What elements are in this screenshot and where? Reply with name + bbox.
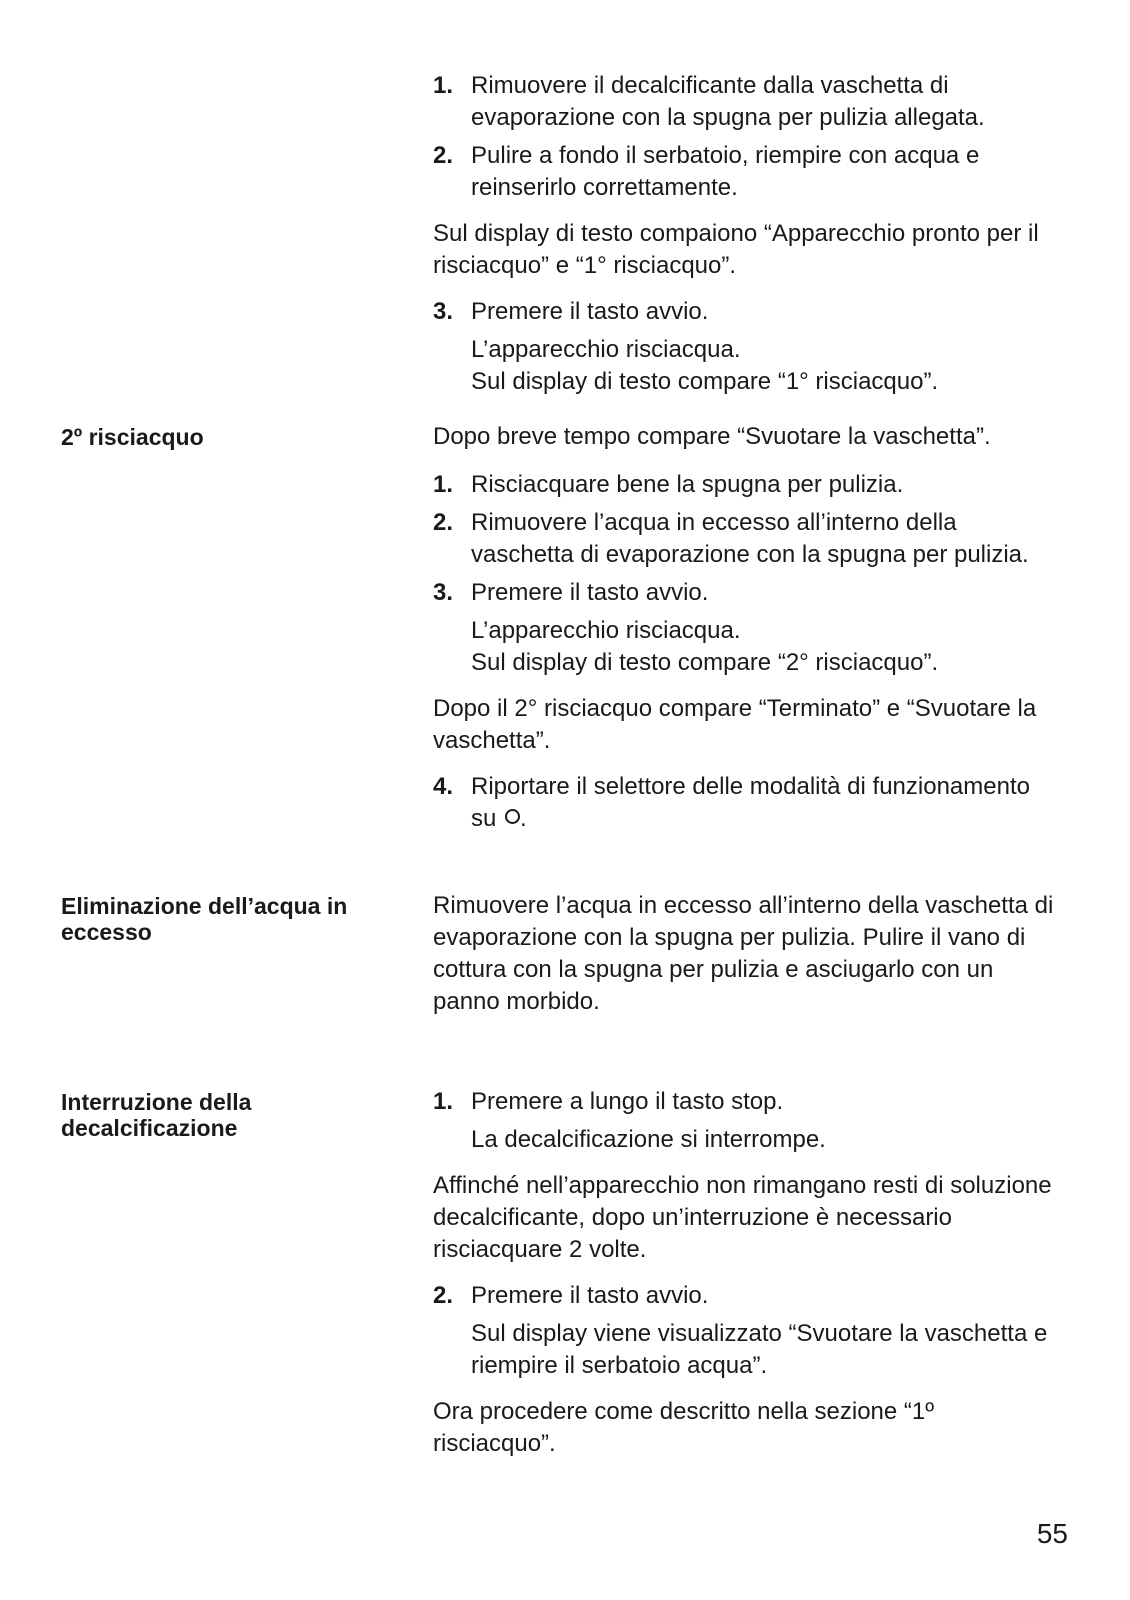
step-result: Sul display di testo compare “2° risciacquo”.: [471, 649, 939, 676]
excess-water-paragraph: Rimuovere l’acqua in eccesso all’interno della vaschetta di evaporazione con la spugna per pulizia. Pulire il vano di cottura con la spugna per pulizia e asciugarlo con un panno morbido.: [433, 892, 1054, 1015]
step-text: Premere il tasto avvio.: [471, 1282, 709, 1309]
section-heading-interrupt: Interruzione della decalcificazione: [61, 1089, 252, 1141]
step-item: [433, 1086, 1058, 1118]
step-number: 2.: [433, 142, 454, 169]
step-result: Sul display di testo compare “1° risciacquo”.: [471, 368, 939, 395]
step-item: [433, 140, 1058, 204]
step-item: [433, 296, 1058, 328]
interrupt-note-paragraph: Affinché nell’apparecchio non rimangano resti di soluzione decalcificante, dopo un’interruzione è necessario risciacquare 2 volte.: [433, 1172, 1052, 1263]
intro-paragraph: Dopo breve tempo compare “Svuotare la vaschetta”.: [433, 423, 991, 450]
proceed-paragraph: Ora procedere come descritto nella sezione “1º risciacquo”.: [433, 1398, 935, 1457]
interrupt-body: [433, 1086, 1058, 1472]
step-number: 2.: [433, 1282, 454, 1309]
section-heading-rinse2: 2º risciacquo: [61, 424, 204, 450]
step-number: 1.: [433, 1088, 454, 1115]
step-text: Premere il tasto avvio.: [471, 298, 709, 325]
rinse2-body: [433, 421, 1058, 835]
off-position-icon: [505, 809, 520, 824]
rinse1-continuation: [433, 70, 1058, 398]
step-item: [433, 577, 1058, 609]
step-item: [433, 507, 1058, 571]
step-number: 1.: [433, 72, 454, 99]
step-result: L’apparecchio risciacqua.: [471, 617, 741, 644]
step-item: [433, 771, 1058, 835]
step-text: Pulire a fondo il serbatoio, riempire con acqua e reinserirlo correttamente.: [471, 142, 980, 201]
step-text: Risciacquare bene la spugna per pulizia.: [471, 471, 904, 498]
excess-water-body: [433, 890, 1058, 1030]
step-number: 2.: [433, 509, 454, 536]
step-text-suffix: .: [520, 805, 527, 832]
step-result: L’apparecchio risciacqua.: [471, 336, 741, 363]
display-message-paragraph: Sul display di testo compaiono “Apparecchio pronto per il risciacquo” e “1° risciacquo”.: [433, 220, 1039, 279]
step-result: Sul display viene visualizzato “Svuotare la vaschetta e riempire il serbatoio acqua”.: [471, 1320, 1048, 1379]
step-text: Premere a lungo il tasto stop.: [471, 1088, 784, 1115]
step-result: La decalcificazione si interrompe.: [471, 1126, 826, 1153]
step-number: 3.: [433, 298, 454, 325]
step-text: Premere il tasto avvio.: [471, 579, 709, 606]
step-text: [471, 771, 1058, 835]
page-number: 55: [1036, 1518, 1068, 1549]
step-text-main: Riportare il selettore delle modalità di funzionamento su: [471, 773, 1030, 832]
step-text: Rimuovere il decalcificante dalla vaschetta di evaporazione con la spugna per pulizia allegata.: [471, 72, 985, 131]
step-text: Rimuovere l’acqua in eccesso all’interno della vaschetta di evaporazione con la spugna per pulizia.: [471, 509, 1029, 568]
step-item: [433, 469, 1058, 501]
step-number: 3.: [433, 579, 454, 606]
step-number: 1.: [433, 471, 454, 498]
completion-paragraph: Dopo il 2° risciacquo compare “Terminato” e “Svuotare la vaschetta”.: [433, 695, 1037, 754]
step-item: [433, 70, 1058, 134]
section-heading-excess-water: Eliminazione dell’acqua in eccesso: [61, 893, 348, 945]
step-number: 4.: [433, 773, 454, 800]
step-item: [433, 1280, 1058, 1312]
